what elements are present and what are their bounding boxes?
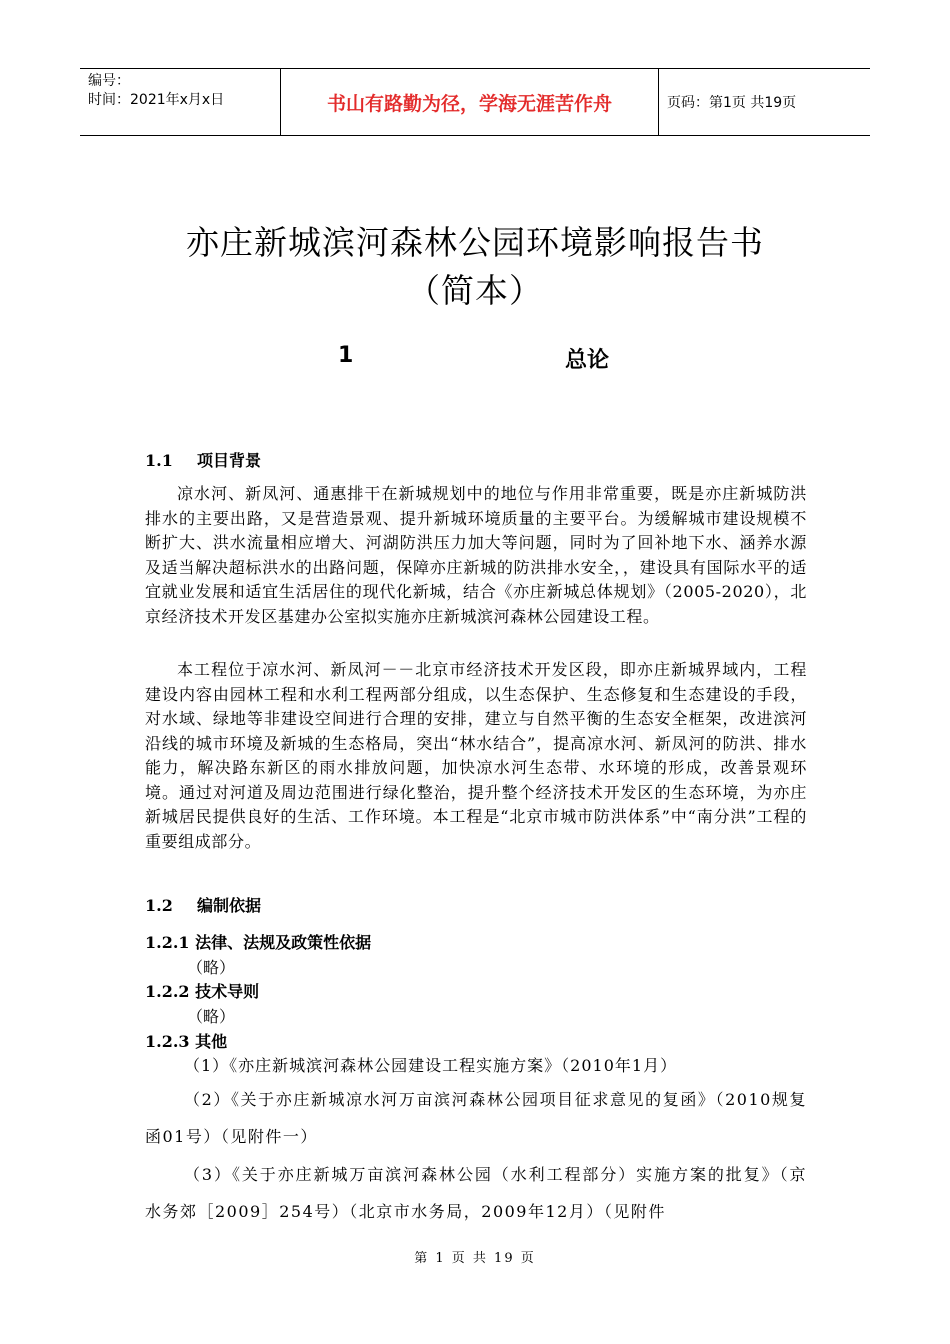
document-code-label: 编号： <box>88 73 130 89</box>
section-title: 编制依据 <box>197 896 262 915</box>
document-subtitle: （简本） <box>407 271 543 310</box>
subsection-heading-1-2-1: 1.2.1 法律、法规及政策性依据 <box>145 933 372 952</box>
subsection-heading-1-2-3: 1.2.3 其他 <box>145 1032 228 1051</box>
reference-item-2: （2）《关于亦庄新城凉水河万亩滨河森林公园项目征求意见的复函》（2010规复函01号）（见附件一） <box>145 1090 807 1146</box>
document-date: 时间：2021年x月x日 <box>88 92 225 108</box>
header-motto: 书山有路勤为径，学海无涯苦作舟 <box>281 69 659 135</box>
header-info-cell <box>80 69 281 135</box>
reference-item-3: （3）《关于亦庄新城万亩滨河森林公园（水利工程部分）实施方案的批复》（京水务郊［2009］254号）（北京市水务局，2009年12月）（见附件 <box>145 1165 807 1221</box>
page-footer: 第 1 页 共 19 页 <box>414 1251 536 1266</box>
subsection-body-1-2-1: （略） <box>187 958 236 977</box>
chapter-number: 1 <box>338 343 354 368</box>
document-title: 亦庄新城滨河森林公园环境影响报告书 <box>186 223 764 262</box>
section-number: 1.2 <box>145 896 173 915</box>
paragraph-background-1: 凉水河、新凤河、通惠排干在新城规划中的地位与作用非常重要，既是亦庄新城防洪排水的主要出路，又是营造景观、提升新城环境质量的主要平台。为缓解城市建设规模不断扩大、洪水流量相应增大、河湖防洪压力加大等问题，同时为了回补地下水、涵养水源及适当解决超标洪水的出路问题，保障亦庄新城的防洪排水安全，，建设具有国际水平的适宜就业发展和适宜生活居住的现代化新城，结合《亦庄新城总体规划》（2005-2020），北京经济技术开发区基建办公室拟实施亦庄新城滨河森林公园建设工程。 <box>145 484 807 626</box>
section-heading-1-1 <box>145 448 261 471</box>
section-number: 1.1 <box>145 451 173 470</box>
subsection-body-1-2-2: （略） <box>187 1007 236 1026</box>
reference-item-1: （1）《亦庄新城滨河森林公园建设工程实施方案》（2010年1月） <box>184 1056 678 1075</box>
header-page-info: 页码：第1页 共19页 <box>667 95 797 111</box>
chapter-title: 总论 <box>565 348 610 373</box>
subsection-heading-1-2-2: 1.2.2 技术导则 <box>145 982 260 1001</box>
section-heading-1-2 <box>145 893 261 916</box>
paragraph-background-2: 本工程位于凉水河、新凤河－－北京市经济技术开发区段，即亦庄新城界域内，工程建设内容由园林工程和水利工程两部分组成，以生态保护、生态修复和生态建设的手段，对水域、绿地等非建设空间进行合理的安排，建立与自然平衡的生态安全框架，改进滨河沿线的城市环境及新城的生态格局，突出“林水结合”，提高凉水河、新凤河的防洪、排水能力，解决路东新区的雨水排放问题，加快凉水河生态带、水环境的形成，改善景观环境。通过对河道及周边范围进行绿化整治，提升整个经济技术开发区的生态环境，为亦庄新城居民提供良好的生活、工作环境。本工程是“北京市城市防洪体系”中“南分洪”工程的重要组成部分。 <box>145 660 807 851</box>
section-title: 项目背景 <box>197 451 262 470</box>
page-header-table <box>80 68 870 136</box>
